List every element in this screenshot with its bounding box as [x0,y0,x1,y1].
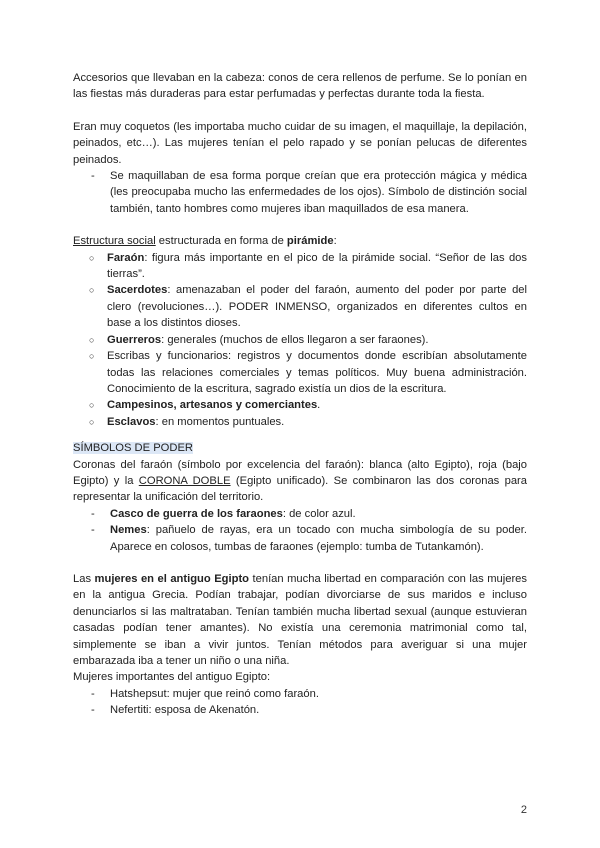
list-item-escribas [73,348,527,397]
important-women-list [73,686,527,719]
paragraph-coronas [73,457,527,506]
coronas-text-before: Coronas del faraón (símbolo por excelencia del faraón): blanca (alto Egipto), roja (bajo Egipto) y la [73,458,527,487]
social-structure-list [73,250,527,430]
page-number: 2 [520,804,527,816]
mujeres-text-before: Las [73,572,95,585]
social-structure-end: : [333,235,337,248]
makeup-list [73,168,527,217]
item-term: Faraón [107,251,145,264]
paragraph-mujeres [73,571,527,669]
item-term: Casco de guerra de los faraones [110,507,283,520]
paragraph-coquetry: Eran muy coquetos (les importaba mucho cuidar de su imagen, el maquillaje, la depilación, peinados, etc…). Las mujeres tenían el pelo rapado y se ponían pelucas de diferentes peinados. [73,120,527,166]
item-term: Sacerdotes [107,284,168,297]
list-item-sacerdotes [73,282,527,331]
list-item-nefertiti: - Nefertiti: esposa de Akenatón. [73,702,527,718]
item-term: Nemes [110,524,147,537]
item-text: : figura más importante en el pico de la pirámide social. “Señor de las dos tierras”. [107,251,527,281]
section-heading-simbolos [73,440,527,456]
social-structure-mid: estructurada en forma de [155,235,287,248]
item-text: : amenazaban el poder del faraón, aumento del poder por parte del clero (revoluciones…). PODER INMENSO, organizados en diferentes cultos en base a los distintos dioses. [107,284,527,330]
item-text: : en momentos puntuales. [155,415,285,428]
item-text: : de color azul. [282,507,356,520]
highlighted-heading: SÍMBOLOS DE PODER [73,442,193,455]
item-text: . [317,399,321,412]
pyramid-word: pirámide [286,235,334,248]
paragraph-headwear: Accesorios que llevaban en la cabeza: conos de cera rellenos de perfume. Se lo ponían en las fiestas más duraderas para estar perfumadas y perfectas durante toda la fiesta. [73,72,527,101]
item-text: Escribas y funcionarios: registros y documentos donde escribían absolutamente todas las relaciones comerciales y temas políticos. Muy buena administración. Conocimiento de la escritura, sagrado existía un dios de la escritura. [107,350,527,395]
social-structure-label: Estructura social [73,235,156,248]
corona-doble-label: CORONA DOBLE [138,474,231,487]
list-item-campesinos [73,397,527,413]
list-item-faraon [73,250,527,283]
list-item-hatshepsut: - Hatshepsut: mujer que reinó como faraón. [73,686,527,702]
list-item-guerreros [73,332,527,348]
list-item-nemes [73,522,527,555]
page-content [73,70,527,719]
list-item-esclavos [73,414,527,430]
item-text: : pañuelo de rayas, era un tocado con mucha simbología de su poder. Aparece en colosos, tumbas de faraones (ejemplo: tumba de Tutankamón). [110,524,527,553]
item-term: Guerreros [107,333,162,346]
mujeres-bold: mujeres en el antiguo Egipto [94,572,250,585]
paragraph-mujeres-importantes: Mujeres importantes del antiguo Egipto: [73,671,271,684]
item-term: Campesinos, artesanos y comerciantes [107,399,318,412]
item-term: Esclavos [107,415,156,428]
item-text: : generales (muchos de ellos llegaron a ser faraones). [161,333,429,346]
list-item-casco [73,506,527,522]
power-symbols-list [73,506,527,555]
social-structure-heading [73,233,527,249]
mujeres-text-after: tenían mucha libertad en comparación con las mujeres en la antigua Grecia. Podían trabajar, podían divorciarse de sus maridos e incluso denunciarlos si las maltrataban. Tenían también mucha libertad sexual (aunque estuvieran casadas podían tener amantes). No existía una ceremonia matrimonial como tal, simplemente se iban a vivir juntos. Tenían métodos para averiguar si una mujer embarazada iba a tener un niño o una niña. [73,572,527,667]
coronas-text-after: (Egipto unificado). Se combinaron las dos coronas para representar la unificación del territorio. [73,474,528,504]
list-item-makeup: - Se maquillaban de esa forma porque creían que era protección mágica y médica (les preocupaba mucho las enfermedades de los ojos). Símbolo de distinción social también, tanto hombres como mujeres iban maquillados de esa manera. [73,168,527,217]
